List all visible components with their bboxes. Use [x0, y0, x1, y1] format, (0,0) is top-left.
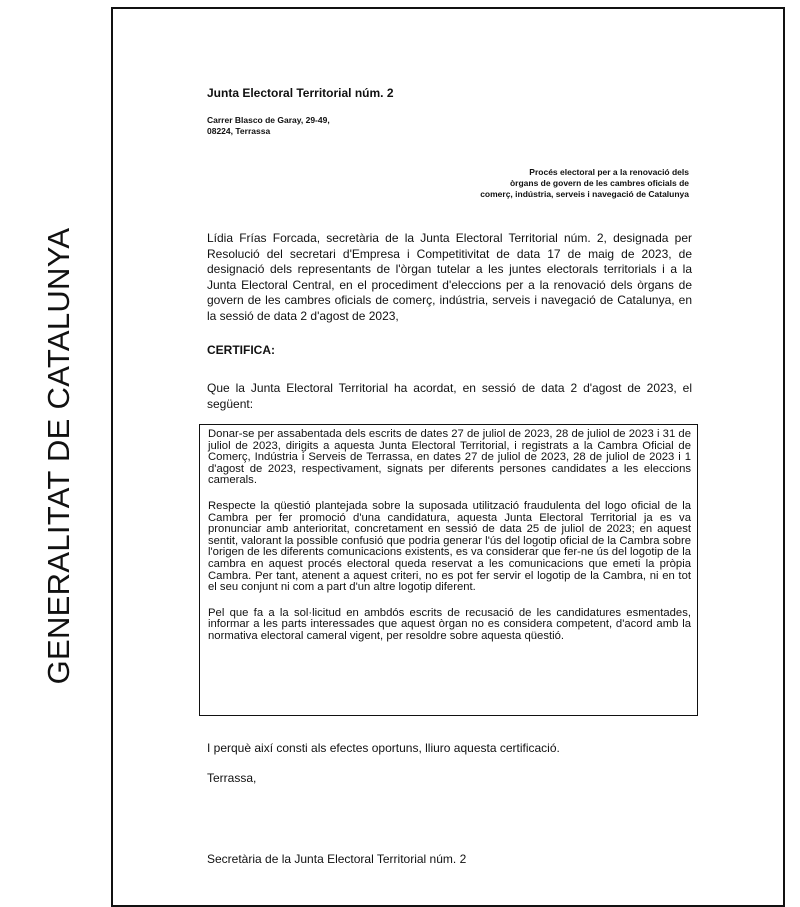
- process-title-line-3: comerç, indústria, serveis i navegació de Catalunya: [480, 189, 689, 199]
- address-line-city: 08224, Terrassa: [207, 126, 271, 136]
- agreement-intro-paragraph: Que la Junta Electoral Territorial ha acordat, en sessió de data 2 d'agost de 2023, el següent:: [207, 381, 692, 411]
- resolution-paragraph-3: Pel que fa a la sol·licitud en ambdós escrits de recusació de les candidatures esmentades, informar a les parts interessades que aquest òrgan no es considera competent, d'acord amb la normativa electoral cameral vigent, per resoldre sobre aquesta qüestió.: [208, 606, 691, 642]
- place-line: Terrassa,: [207, 771, 257, 785]
- resolution-box: [199, 424, 698, 716]
- process-title-line-1: Procés electoral per a la renovació dels: [529, 167, 689, 177]
- process-title-line-2: òrgans de govern de les cambres oficials de: [509, 178, 689, 188]
- intro-paragraph: Lídia Frías Forcada, secretària de la Junta Electoral Territorial núm. 2, designada per Resolució del secretari d'Empresa i Competitivitat de data 17 de maig de 2023, de designació dels representants de l'òrgan tutelar a les juntes electorals territorials i a la Junta Electoral Central, en el procediment d'eleccions per a la renovació dels òrgans de govern de les cambres oficials de comerç, indústria, serveis i navegació de Catalunya, en la sessió de data 2 d'agost de 2023,: [207, 231, 692, 323]
- closing-statement: I perquè així consti als efectes oportuns, lliuro aquesta certificació.: [207, 741, 560, 755]
- certifica-heading: CERTIFICA:: [207, 343, 275, 357]
- address-line-street: Carrer Blasco de Garay, 29-49,: [207, 115, 330, 125]
- side-label-generalitat: GENERALITAT DE CATALUNYA: [41, 227, 76, 685]
- document-heading: Junta Electoral Territorial núm. 2: [207, 86, 394, 100]
- resolution-paragraph-1: Donar-se per assabentada dels escrits de dates 27 de juliol de 2023, 28 de juliol de 2023 i 31 de juliol de 2023, dirigits a aquesta Junta Electoral Territorial, i registrats a la Cambra Oficial de Comerç, Indústria i Serveis de Terrassa, en dates 27 de juliol de 2023, 28 de juliol de 2023 i 1 d'agost de 2023, respectivament, signats per diferents persones candidates a les eleccions camerals.: [208, 428, 691, 487]
- process-title-block: [359, 167, 689, 200]
- resolution-paragraph-2: Respecte la qüestió plantejada sobre la suposada utilització fraudulenta del logo oficial de la Cambra per fer promoció d'una candidatura, aquesta Junta Electoral Territorial ja es va pronunciar amb anterioritat, concretament en sessió de data 25 de juliol de 2023; en aquest sentit, valorant la possible confusió que podria generar l'ús del logotip oficial de la Cambra sobre l'origen de les diferents comunicacions existents, es va considerar que fer-ne ús del logotip de la cambra en aquest procés electoral queda reservat a les comunicacions que emeti la pròpia Cambra. Per tant, atenent a aquest criteri, no es pot fer servir el logotip de la Cambra, ni en tot el seu conjunt ni com a part d'un altre logotip diferent.: [208, 499, 691, 594]
- address-block: [207, 115, 330, 137]
- signature-line: Secretària de la Junta Electoral Territorial núm. 2: [207, 852, 467, 866]
